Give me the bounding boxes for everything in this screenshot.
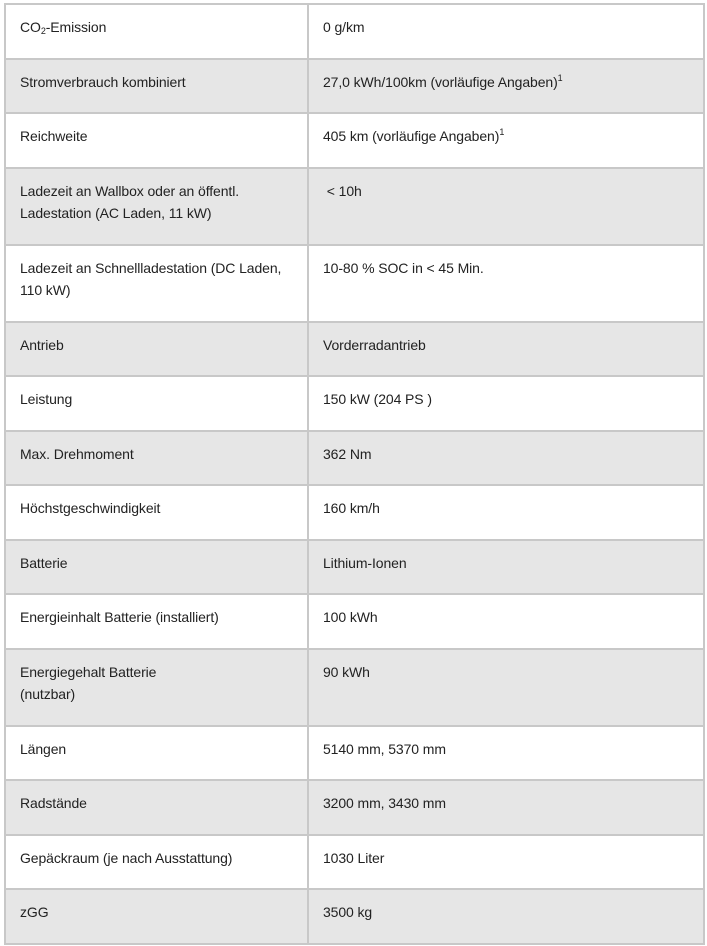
spec-value: 27,0 kWh/100km (vorläufige Angaben): [323, 73, 558, 90]
spec-value: 405 km (vorläufige Angaben): [323, 128, 500, 144]
footnote-marker: 1: [557, 72, 563, 83]
spec-label-text: Radstände: [20, 795, 87, 811]
spec-value-cell: [308, 322, 704, 377]
table-row: [5, 780, 704, 835]
spec-label-text: (nutzbar): [20, 685, 76, 702]
spec-label-cell: [5, 431, 308, 486]
spec-value: < 10h: [323, 182, 362, 199]
table-row: [5, 485, 704, 540]
table-row: [5, 835, 704, 890]
spec-label-cell: [5, 835, 308, 890]
spec-label-cell: [5, 376, 308, 431]
spec-value: 100 kWh: [323, 609, 378, 625]
spec-label: [20, 16, 293, 38]
spec-label-cell: [5, 540, 308, 595]
table-row: [5, 168, 704, 245]
table-row: [5, 540, 704, 595]
spec-label-cell: [5, 59, 308, 114]
spec-label-cell: [5, 168, 308, 245]
spec-label-cell: [5, 322, 308, 377]
spec-label-cell: [5, 649, 308, 726]
table-row: [5, 322, 704, 377]
spec-table-body: [5, 4, 704, 944]
spec-label: [20, 257, 293, 279]
table-row: [5, 649, 704, 726]
spec-value-cell: [308, 4, 704, 59]
spec-table: [4, 3, 705, 945]
spec-label: [20, 388, 293, 410]
spec-label-text: 110 kW): [20, 281, 71, 298]
spec-label-text: Ladestation (AC Laden, 11 kW): [20, 204, 212, 221]
spec-value: 0 g/km: [323, 19, 365, 35]
spec-value: Vorderradantrieb: [323, 336, 426, 353]
spec-value-cell: [308, 376, 704, 431]
spec-label-subscript: 2: [40, 26, 46, 36]
spec-label-tail: -Emission: [45, 19, 107, 35]
spec-value: 90 kWh: [323, 663, 370, 680]
spec-label-cell: [5, 594, 308, 649]
spec-value: Lithium-Ionen: [323, 554, 407, 571]
spec-label: [20, 125, 293, 147]
spec-value-cell: [308, 168, 704, 245]
footnote-marker: 1: [499, 127, 505, 137]
table-row: [5, 4, 704, 59]
spec-label: [20, 180, 293, 202]
spec-label-text: zGG: [20, 904, 49, 920]
spec-label: [20, 606, 293, 628]
spec-value-cell: [308, 780, 704, 835]
spec-value-cell: [308, 485, 704, 540]
spec-value: 150 kW (204 PS ): [323, 391, 432, 407]
spec-value: 160 km/h: [323, 500, 380, 516]
spec-value: 362 Nm: [323, 445, 372, 462]
spec-label-text: Längen: [20, 740, 67, 757]
spec-label-text: Ladezeit an Wallbox oder an öffentl.: [20, 182, 239, 199]
spec-label-text: Energieinhalt Batterie (installiert): [20, 609, 219, 625]
spec-label-text: Antrieb: [20, 336, 64, 353]
spec-value: 3500 kg: [323, 904, 373, 920]
spec-value-cell: [308, 835, 704, 890]
spec-value-cell: [308, 59, 704, 114]
table-row: [5, 59, 704, 114]
spec-label-cell: [5, 780, 308, 835]
spec-value-cell: [308, 113, 704, 168]
spec-label-cell: [5, 245, 308, 322]
table-row: [5, 113, 704, 168]
spec-label-text: Max. Drehmoment: [20, 445, 134, 462]
spec-value-cell: [308, 540, 704, 595]
spec-value-cell: [308, 594, 704, 649]
spec-value: 1030 Liter: [323, 849, 385, 866]
spec-label: [20, 202, 293, 224]
spec-label: [20, 901, 293, 923]
spec-label: [20, 443, 293, 465]
spec-label-text: Ladezeit an Schnellladestation (DC Laden,: [20, 259, 282, 276]
table-row: [5, 889, 704, 944]
table-row: [5, 726, 704, 781]
spec-label: [20, 738, 293, 760]
spec-value-cell: [308, 431, 704, 486]
spec-label-text: Batterie: [20, 554, 68, 571]
table-row: [5, 245, 704, 322]
spec-label-text: Reichweite: [20, 128, 88, 144]
spec-value: 5140 mm, 5370 mm: [323, 740, 446, 757]
table-row: [5, 431, 704, 486]
spec-label-text: Höchstgeschwindigkeit: [20, 500, 161, 516]
spec-label: [20, 334, 293, 356]
spec-value-cell: [308, 245, 704, 322]
table-row: [5, 376, 704, 431]
spec-label: [20, 279, 293, 301]
spec-value: 3200 mm, 3430 mm: [323, 795, 446, 811]
spec-label: [20, 683, 293, 705]
table-row: [5, 594, 704, 649]
spec-label-cell: [5, 485, 308, 540]
spec-label: [20, 552, 293, 574]
spec-label: [20, 792, 293, 814]
spec-label: [20, 71, 293, 93]
spec-label-text: Energiegehalt Batterie: [20, 663, 157, 680]
spec-label: [20, 847, 293, 869]
spec-label-cell: [5, 889, 308, 944]
spec-label-text: Stromverbrauch kombiniert: [20, 73, 186, 90]
spec-value-cell: [308, 649, 704, 726]
spec-label: [20, 497, 293, 519]
spec-value: 10-80 % SOC in < 45 Min.: [323, 259, 484, 276]
spec-value-cell: [308, 726, 704, 781]
spec-label-text: CO: [20, 19, 41, 35]
spec-label: [20, 661, 293, 683]
spec-label-text: Gepäckraum (je nach Ausstattung): [20, 849, 233, 866]
spec-value-cell: [308, 889, 704, 944]
spec-label-cell: [5, 113, 308, 168]
spec-label-text: Leistung: [20, 391, 73, 407]
spec-label-cell: [5, 4, 308, 59]
spec-label-cell: [5, 726, 308, 781]
